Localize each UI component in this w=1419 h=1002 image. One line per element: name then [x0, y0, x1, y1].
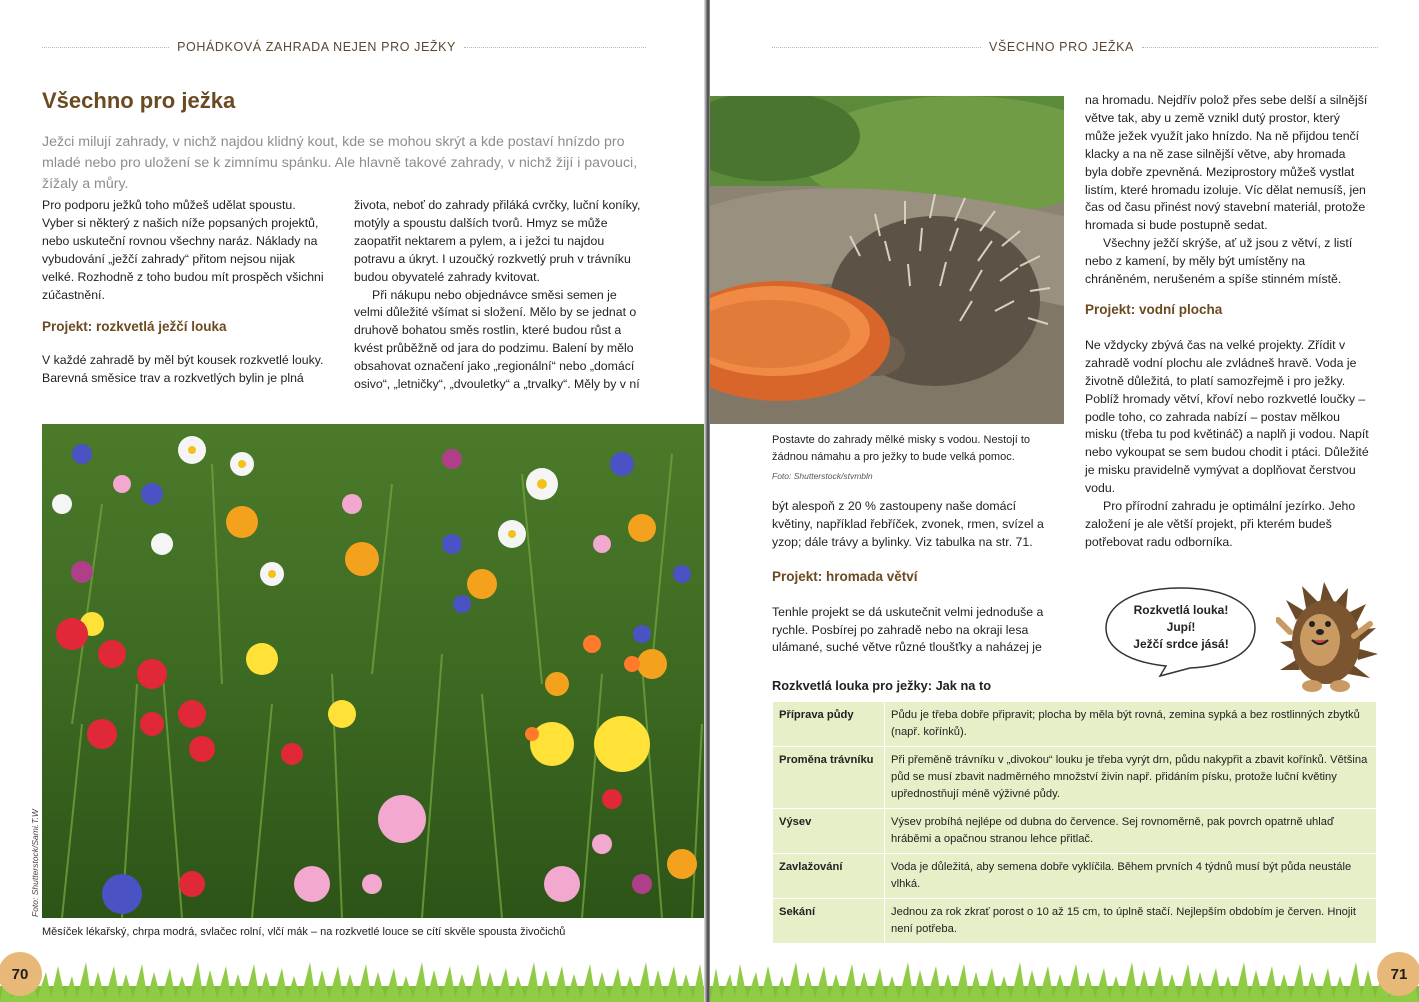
paragraph: V každé zahradě by měl být kousek rozkvetlé louky. Barevná směsice trav a rozkvetlých bylin je plná	[42, 353, 324, 386]
table-cell-key: Sekání	[773, 899, 885, 944]
page-number: 71	[1377, 952, 1419, 996]
table-cell-value: Výsev probíhá nejlépe od dubna do července. Sej rovnoměrně, pak povrch opatrně uhlaď hráběmi a opačnou stranou lehce přitlač.	[885, 809, 1377, 854]
table-cell-key: Výsev	[773, 809, 885, 854]
how-to-table	[772, 701, 1377, 944]
paragraph: Při nákupu nebo objednávce směsi semen je velmi důležité všímat si složení. Mělo by se jednat o druhově bohatou směs rostlin, které budou růst a kvést průběžně od jara do podzimu. Balení by mělo obsahovat označení jako „regionální“ nebo „domácí osivo“, „letničky“, „dvouletky“ a „trvalky“. Měly by v ní	[354, 287, 640, 392]
running-head-right	[772, 40, 1378, 54]
table-title: Rozkvetlá louka pro ježky: Jak na to	[772, 678, 992, 693]
section-heading: Projekt: rozkvetlá ježčí louka	[42, 319, 227, 335]
hedgehog-drinking-illustration	[710, 96, 1064, 424]
text-column-1	[772, 498, 1054, 657]
table-cell-value: Půdu je třeba dobře připravit; plocha by měla být rovná, zemina sypká a bez rostlinných zbytků (např. kořínků).	[885, 702, 1377, 747]
bubble-line-3: Ježčí srdce jásá!	[1133, 637, 1229, 651]
page-number: 70	[0, 952, 42, 996]
paragraph: Ne vždycky zbývá čas na velké projekty. Zřídit v zahradě vodní plochu ale zvládneš hravě. Voda je životně důležitá, to platí samozřejmě i pro ježky. Poblíž hromady větví, křoví nebo rozkvetlé loučky – podle toho, co zahrada nabízí – postav mělkou misku (třeba tu pod květináč) a naplň ji vodou. Napít nebo vykoupat se sem budou chodit i ptáci. Důležité je misku pravidelně vymývat a doplňovat čerstvou vodu.	[1085, 337, 1369, 496]
table-cell-value: Jednou za rok zkrať porost o 10 až 15 cm, to úplně stačí. Nejlepším obdobím je červen. Hnojit není potřeba.	[885, 899, 1377, 944]
table-row	[773, 899, 1377, 944]
caption-text: Postavte do zahrady mělké misky s vodou. Nestojí to žádnou námahu a pro ježky to bude velká pomoc.	[772, 434, 1031, 463]
paragraph: života, neboť do zahrady přiláká cvrčky, luční koníky, motýly a spoustu dalších tvorů. Hmyz se může zaopatřit nektarem a pylem, a i ježci tu najdou potravu a úkryt. I uzoučký rozkvetlý pruh v trávníku budou obyvatelé zahrady kvitovat.	[354, 198, 641, 284]
bubble-line-2: Jupí!	[1166, 620, 1196, 634]
table-row	[773, 854, 1377, 899]
flower-meadow-photo	[42, 424, 706, 918]
paragraph: Tenhle projekt se dá uskutečnit velmi jednoduše a rychle. Posbírej po zahradě nebo na okraji lesa ulámané, suché větve různé tloušťky a naházej je	[772, 604, 1044, 655]
section-heading: Projekt: vodní plocha	[1085, 301, 1223, 317]
page-title: Všechno pro ježka	[42, 88, 236, 113]
table-row	[773, 809, 1377, 854]
table-row	[773, 702, 1377, 747]
lead-paragraph: Ježci milují zahrady, v nichž najdou klidný kout, kde se mohou skrýt a kde postaví hnízdo pro mladé nebo pro uložení se k zimnímu spánku. Ale hlavně takové zahrady, v nichž žijí i pavouci, žížaly a můry.	[42, 134, 638, 192]
running-head-text: POHÁDKOVÁ ZAHRADA NEJEN PRO JEŽKY	[177, 40, 456, 54]
table-row	[773, 747, 1377, 809]
paragraph: Pro přírodní zahradu je optimální jezírko. Jeho založení je ale větší projekt, při kterém budeš potřebovat radu odborníka.	[1085, 499, 1356, 549]
photo-credit: Foto: Shutterstock/Sami.T.W	[30, 809, 40, 917]
text-column-2	[354, 197, 644, 394]
divider	[42, 47, 169, 48]
paragraph: být alespoň z 20 % zastoupeny naše domácí květiny, například řebříček, zvonek, rmen, svízel a yzop; dále trávy a bylinky. Viz tabulka na str. 71.	[772, 499, 1044, 549]
paragraph: Pro podporu ježků toho můžeš udělat spoustu. Vyber si některý z našich níže popsaných projektů, nebo uskuteční rovnou všechny naráz. Náklady na vybudování „ježčí zahrady“ přitom nejsou nijak velké. Rozhodně z toho budou mít prospěch všichni zúčastnění.	[42, 198, 324, 302]
table-cell-key: Proměna trávníku	[773, 747, 885, 809]
table-cell-value: Voda je důležitá, aby semena dobře vyklíčila. Během prvních 4 týdnů musí být půda neustále vlhká.	[885, 854, 1377, 899]
divider	[1142, 47, 1378, 48]
grass-decoration	[710, 960, 1419, 1002]
divider	[772, 47, 981, 48]
paragraph: na hromadu. Nejdřív polož přes sebe delší a silnější větve tak, aby u země vznikl dutý prostor, který může ježek využít jako hnízdo. Na ně přijdou tenčí klacky a na ně zase silnější větve, aby hromada byla dobře zpevněná. Meziprostory můžeš vystlat listím, které hromadu izoluje. Víc dělat nemusíš, jen čas od času přinést nový stavební materiál, protože hromada si bude postupně sedat.	[1085, 93, 1368, 233]
section-heading: Projekt: hromada větví	[772, 568, 918, 584]
running-head-left	[42, 40, 646, 54]
photo-caption: Měsíček lékařský, chrpa modrá, svlačec rolní, vlčí mák – na rozkvetlé louce se cítí skvěle spousta živočichů	[42, 926, 566, 938]
left-page	[0, 0, 706, 1002]
table-cell-key: Zavlažování	[773, 854, 885, 899]
right-page	[710, 0, 1419, 1002]
photo-caption	[772, 432, 1058, 485]
table-cell-value: Při přeměně trávníku v „divokou“ louku je třeba vyrýt drn, půdu nakypřit a zbavit kořínků. Většina půd se musí zbavit nadměrného množství živin např. přidáním písku, protože luční květiny upřednostňují méně výživné půdy.	[885, 747, 1377, 809]
cartoon-hedgehog-icon	[1276, 580, 1384, 696]
divider	[464, 47, 646, 48]
hedgehog-photo	[710, 96, 1064, 424]
speech-bubble	[1100, 584, 1260, 678]
grass-decoration	[0, 960, 706, 1002]
running-head-text: VŠECHNO PRO JEŽKA	[989, 40, 1134, 54]
text-column-2	[1085, 92, 1371, 552]
bubble-line-1: Rozkvetlá louka!	[1133, 603, 1229, 617]
table-cell-key: Příprava půdy	[773, 702, 885, 747]
flower-meadow-illustration	[42, 424, 706, 918]
photo-credit: Foto: Shutterstock/stvmbln	[772, 471, 873, 481]
paragraph: Všechny ježčí skrýše, ať už jsou z větví, z listí nebo z kamení, by měly být umístěny na chráněném, nerušeném a spíše stinném místě.	[1085, 236, 1353, 287]
text-column-1	[42, 197, 324, 388]
